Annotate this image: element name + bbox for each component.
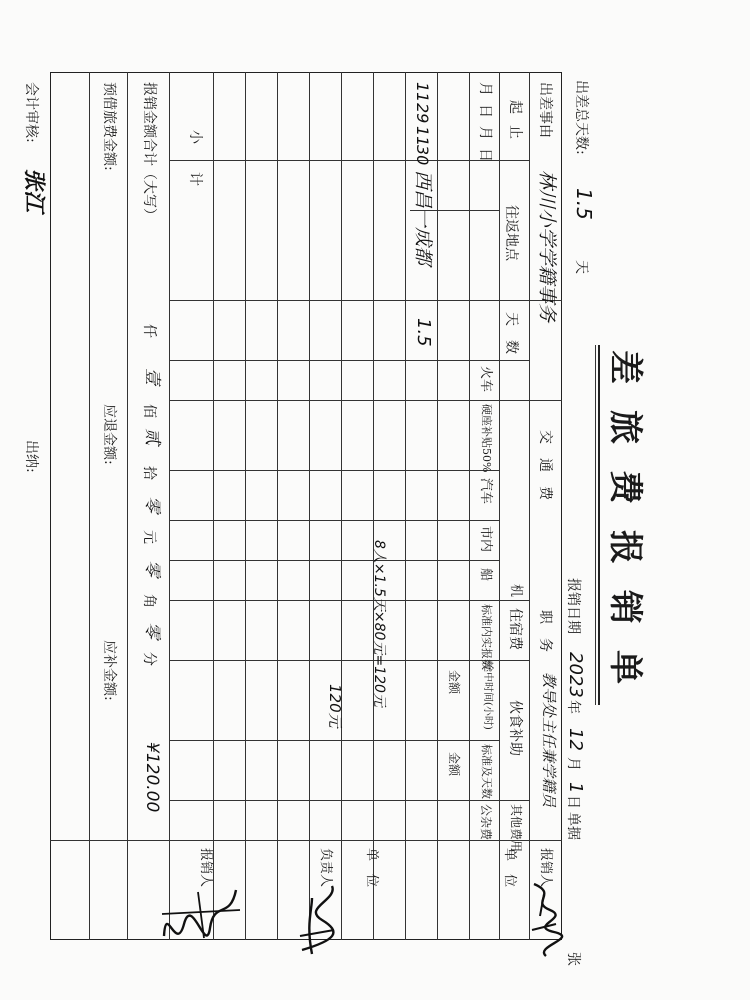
transport-col-plane: 机 — [508, 584, 523, 598]
cashier-label: 出纳: — [23, 440, 39, 473]
date-head-day-2: 日 — [477, 148, 493, 162]
row1-route: 西昌一成都 — [412, 170, 434, 266]
other-col-misc: 公杂费 — [479, 804, 493, 841]
report-date-day-unit: 日 — [565, 795, 581, 809]
row1-meal-amount: 120元 — [326, 684, 344, 728]
report-date-month-unit: 月 — [565, 757, 581, 771]
date-head-day-1: 日 — [477, 104, 493, 118]
row1-end-month: 11 — [413, 126, 432, 147]
row1-meal-note: 8人×1.5天×80元=120元 — [371, 540, 387, 707]
total-digit-jiao: 零 — [142, 560, 162, 577]
meal-col-amount-1: 金额 — [447, 670, 461, 695]
position-label: 职 务 — [537, 610, 553, 652]
start-col-head: 起 — [507, 100, 523, 114]
refund-label: 应退金额: — [101, 404, 117, 465]
attachment-unit: 张 — [565, 952, 581, 966]
total-unit-jiao: 角 — [141, 594, 157, 608]
meal-head: 伙食补助 — [507, 700, 523, 756]
date-head-month-1: 月 — [477, 82, 493, 96]
total-unit-hundred: 佰 — [141, 404, 157, 418]
total-digit-hundred: 壹 — [142, 368, 162, 385]
total-unit-fen: 分 — [141, 652, 157, 666]
right-unit-label-top: 单 位 — [502, 848, 517, 888]
transport-head: 交 通 费 — [537, 430, 553, 500]
transport-col-ship: 船 — [478, 568, 493, 582]
lodging-head: 住宿费 — [507, 608, 523, 650]
transport-col-bus: 汽车 — [478, 478, 493, 505]
date-head-month-2: 月 — [477, 126, 493, 140]
report-date-year: 2023 — [565, 652, 586, 698]
subtotal-label: 小 计 — [187, 130, 203, 186]
leader-signature — [294, 880, 342, 960]
days-total-label: 出差总天数: — [573, 80, 589, 155]
transport-col-seat: 硬座补贴50% — [480, 404, 493, 473]
total-unit-yuan: 元 — [141, 530, 157, 544]
audit-label: 会计审核: — [23, 82, 39, 143]
meal-col-amount-2: 金额 — [447, 752, 461, 777]
lodging-col-actual: 标准内实报数 — [480, 604, 493, 670]
trip-purpose-label: 出差事由 — [537, 82, 553, 138]
meal-col-standard: 标准及天数 — [480, 744, 493, 799]
supplement-label: 应补金额: — [101, 640, 117, 701]
other-head: 其他费用 — [509, 804, 523, 853]
total-digit-fen: 零 — [142, 622, 162, 639]
total-capital-label: 报销金额合计（大写） — [141, 82, 157, 222]
row1-days: 1.5 — [413, 318, 434, 347]
position-value: 教导处主任兼学籍员 — [540, 672, 558, 808]
total-figure: ¥120.00 — [142, 742, 162, 813]
days-col-head: 天 数 — [503, 312, 519, 354]
row1-start-month: 11 — [413, 82, 432, 103]
title-underline-2 — [595, 345, 596, 705]
transport-col-city: 市内 — [478, 526, 493, 553]
title-underline — [598, 345, 600, 705]
advance-label: 预借旅费金额: — [101, 82, 117, 171]
days-total-unit: 天 — [573, 260, 589, 274]
form-title: 差旅费报销单 — [605, 350, 645, 710]
right-leader-label: 负责人 — [318, 848, 333, 888]
report-date-label: 报销日期 — [565, 578, 581, 634]
report-date-month: 12 — [565, 728, 586, 751]
right-claimant-label: 报销人 — [198, 848, 213, 888]
total-digit-yuan: 零 — [142, 496, 162, 513]
total-unit-ten: 拾 — [141, 466, 157, 480]
report-date-year-unit: 年 — [565, 700, 581, 714]
transport-col-train: 火车 — [478, 366, 493, 393]
audit-signature: 张江 — [21, 168, 46, 213]
total-digit-ten: 贰 — [142, 428, 162, 445]
claimant-signature-bottom — [158, 880, 244, 950]
trip-purpose-value: 林川小学学籍事务 — [536, 170, 558, 323]
total-unit-thousand: 仟 — [141, 324, 157, 338]
report-date-day: 1 — [565, 782, 586, 794]
row1-start-day: 29 — [413, 103, 432, 124]
right-claimant-label-top: 报销人 — [538, 848, 553, 888]
route-col-head: 往返地点 — [503, 205, 519, 261]
right-unit-label: 单 位 — [364, 848, 379, 888]
attachment-label: 单据 — [565, 812, 581, 840]
row1-end-day: 30 — [413, 145, 432, 166]
meal-col-hours: 途中时间(小时) — [482, 662, 493, 730]
end-col-head: 止 — [507, 125, 523, 139]
days-total-value: 1.5 — [572, 188, 596, 220]
claimant-signature-top — [524, 880, 564, 960]
